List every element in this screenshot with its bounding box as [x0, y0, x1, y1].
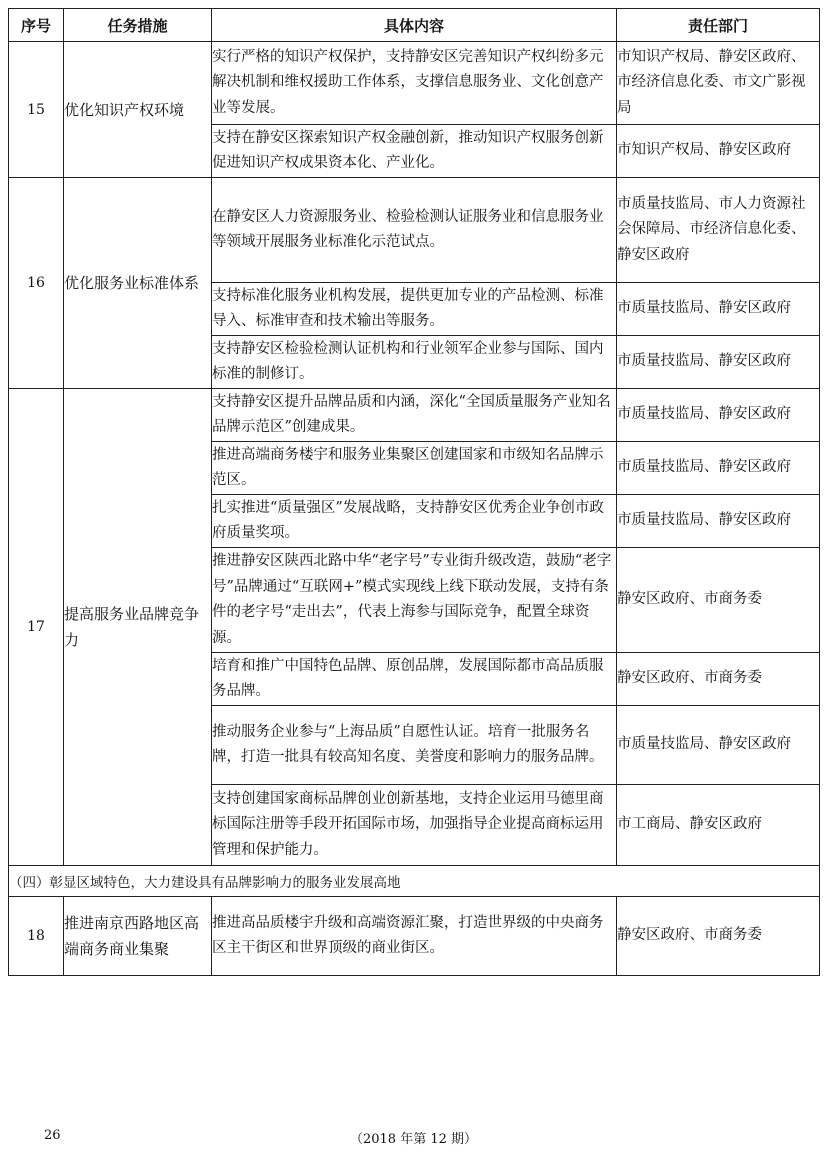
table-header-row [9, 9, 820, 42]
content-cell: 在静安区人力资源服务业、检验检测认证服务业和信息服务业等领域开展服务业标准化示范试点。 [212, 178, 617, 283]
issue-label: （2018 年第 12 期） [349, 1132, 478, 1147]
header-dept: 责任部门 [617, 9, 820, 42]
header-measure: 任务措施 [64, 9, 212, 42]
content-cell: 实行严格的知识产权保护，支持静安区完善知识产权纠纷多元解决机制和维权援助工作体系，支撑信息服务业、文化创意产业等发展。 [212, 42, 617, 125]
seq-cell: 18 [9, 897, 64, 976]
dept-cell: 市质量技监局、静安区政府 [617, 706, 820, 785]
seq-cell: 15 [9, 42, 64, 178]
page-footer [0, 1128, 827, 1150]
seq-cell: 16 [9, 178, 64, 389]
content-cell: 推进静安区陕西北路中华“老字号”专业街升级改造，鼓励“老字号”品牌通过“互联网+”模式实现线上线下联动发展，支持有条件的老字号“走出去”，代表上海参与国际竞争，配置全球资源。 [212, 548, 617, 653]
dept-cell: 市知识产权局、静安区政府 [617, 125, 820, 178]
content-cell: 支持静安区检验检测认证机构和行业领军企业参与国际、国内标准的制修订。 [212, 336, 617, 389]
content-cell: 培育和推广中国特色品牌、原创品牌，发展国际都市高品质服务品牌。 [212, 653, 617, 706]
section-heading: （四）彰显区域特色，大力建设具有品牌影响力的服务业发展高地 [9, 866, 820, 897]
dept-cell: 市质量技监局、静安区政府 [617, 442, 820, 495]
seq-cell: 17 [9, 389, 64, 866]
dept-cell: 市质量技监局、静安区政府 [617, 336, 820, 389]
measure-cell: 优化服务业标准体系 [64, 178, 212, 389]
content-cell: 支持在静安区探索知识产权金融创新，推动知识产权服务创新促进知识产权成果资本化、产业化。 [212, 125, 617, 178]
dept-cell: 静安区政府、市商务委 [617, 653, 820, 706]
table-row [9, 389, 820, 442]
header-seq: 序号 [9, 9, 64, 42]
content-cell: 推进高端商务楼宇和服务业集聚区创建国家和市级知名品牌示范区。 [212, 442, 617, 495]
measure-cell: 提高服务业品牌竞争力 [64, 389, 212, 866]
dept-cell: 市质量技监局、静安区政府 [617, 495, 820, 548]
header-content: 具体内容 [212, 9, 617, 42]
dept-cell: 静安区政府、市商务委 [617, 548, 820, 653]
measure-cell: 优化知识产权环境 [64, 42, 212, 178]
task-table [8, 8, 820, 976]
content-cell: 推进高品质楼宇升级和高端资源汇聚，打造世界级的中央商务区主干街区和世界顶级的商业街区。 [212, 897, 617, 976]
dept-cell: 市知识产权局、静安区政府、市经济信息化委、市文广影视局 [617, 42, 820, 125]
table-row [9, 42, 820, 125]
dept-cell: 静安区政府、市商务委 [617, 897, 820, 976]
content-cell: 推动服务企业参与“上海品质”自愿性认证。培育一批服务名牌，打造一批具有较高知名度、美誉度和影响力的服务品牌。 [212, 706, 617, 785]
page-number: 26 [44, 1128, 61, 1143]
table-row [9, 178, 820, 283]
dept-cell: 市工商局、静安区政府 [617, 785, 820, 866]
content-cell: 支持静安区提升品牌品质和内涵，深化“全国质量服务产业知名品牌示范区”创建成果。 [212, 389, 617, 442]
dept-cell: 市质量技监局、静安区政府 [617, 283, 820, 336]
section-row [9, 866, 820, 897]
content-cell: 支持标准化服务业机构发展，提供更加专业的产品检测、标准导入、标准审查和技术输出等服务。 [212, 283, 617, 336]
measure-cell: 推进南京西路地区高端商务商业集聚 [64, 897, 212, 976]
content-cell: 扎实推进“质量强区”发展战略，支持静安区优秀企业争创市政府质量奖项。 [212, 495, 617, 548]
dept-cell: 市质量技监局、市人力资源社会保障局、市经济信息化委、静安区政府 [617, 178, 820, 283]
dept-cell: 市质量技监局、静安区政府 [617, 389, 820, 442]
table-row [9, 897, 820, 976]
content-cell: 支持创建国家商标品牌创业创新基地，支持企业运用马德里商标国际注册等手段开拓国际市场，加强指导企业提高商标运用管理和保护能力。 [212, 785, 617, 866]
